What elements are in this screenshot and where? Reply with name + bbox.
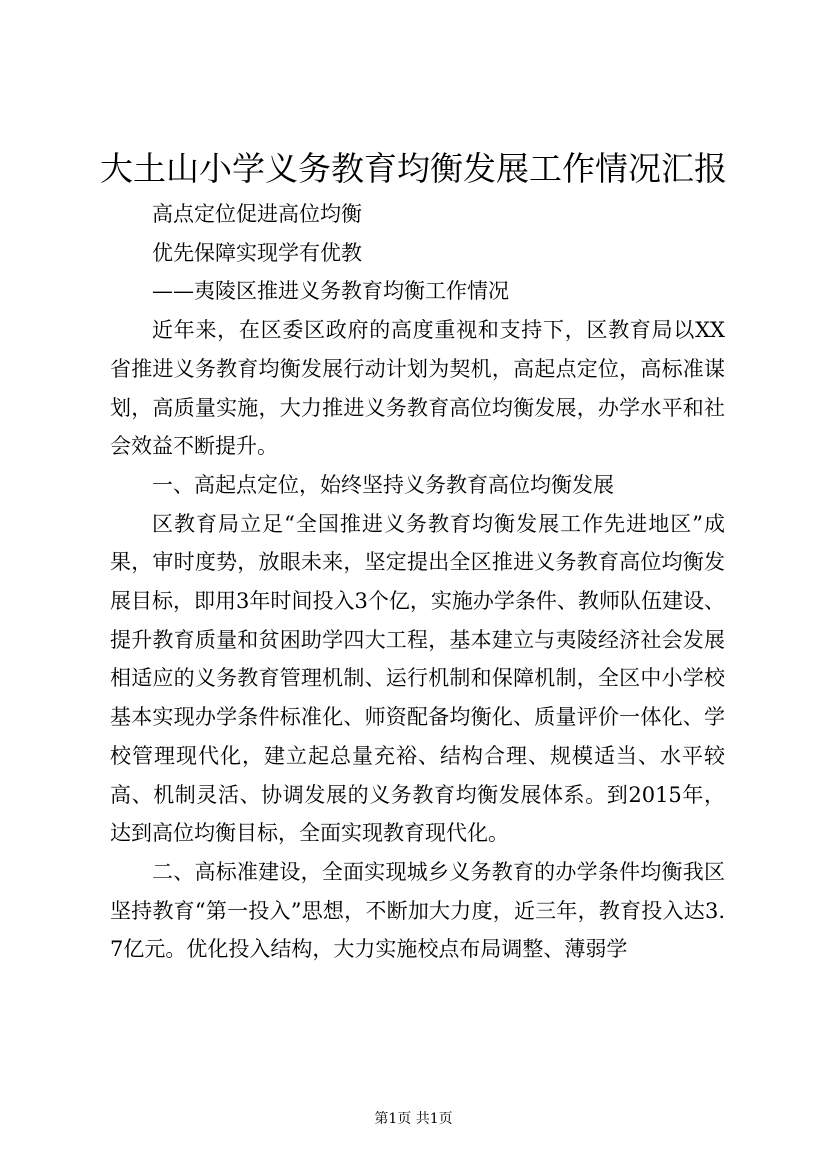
page-footer: 第1页 共1页 xyxy=(374,1111,453,1127)
paragraph-section-1: 区教育局立足“全国推进义务教育均衡发展工作先进地区”成果，审时度势，放眼未来，坚定提出全区推进义务教育高位均衡发展目标，即用3年时间投入3个亿，实施办学条件、教师队伍建设、提升教育质量和贫困助学四大工程，基本建立与夷陵经济社会发展相适应的义务教育管理机制、运行机制和保障机制，全区中小学校基本实现办学条件标准化、师资配备均衡化、质量评价一体化、学校管理现代化，建立起总量充裕、结构合理、规模适当、水平较高、机制灵活、协调发展的义务教育均衡发展体系。到2015年，达到高位均衡目标，全面实现教育现代化。 xyxy=(110,511,725,846)
subtitle-line-1: 高点定位促进高位均衡 xyxy=(152,202,362,226)
paragraph-intro: 近年来，在区委区政府的高度重视和支持下，区教育局以XX省推进义务教育均衡发展行动计划为契机，高起点定位，高标准谋划，高质量实施，大力推进义务教育高位均衡发展，办学水平和社会效益不断提升。 xyxy=(110,318,725,459)
subtitle-line-2: 优先保障实现学有优教 xyxy=(152,240,362,265)
paragraph-section-2: 二、高标准建设，全面实现城乡义务教育的办学条件均衡我区坚持教育“第一投入”思想，不断加大力度，近三年，教育投入达3.7亿元。优化投入结构，大力实施校点布局调整、薄弱学 xyxy=(110,859,725,962)
section-heading-1: 一、高起点定位，始终坚持义务教育高位均衡发展 xyxy=(152,472,614,497)
document-title: 大土山小学义务教育均衡发展工作情况汇报 xyxy=(100,149,727,188)
document-body xyxy=(110,195,725,969)
subtitle-line-3: ——夷陵区推进义务教育均衡工作情况 xyxy=(152,279,509,304)
